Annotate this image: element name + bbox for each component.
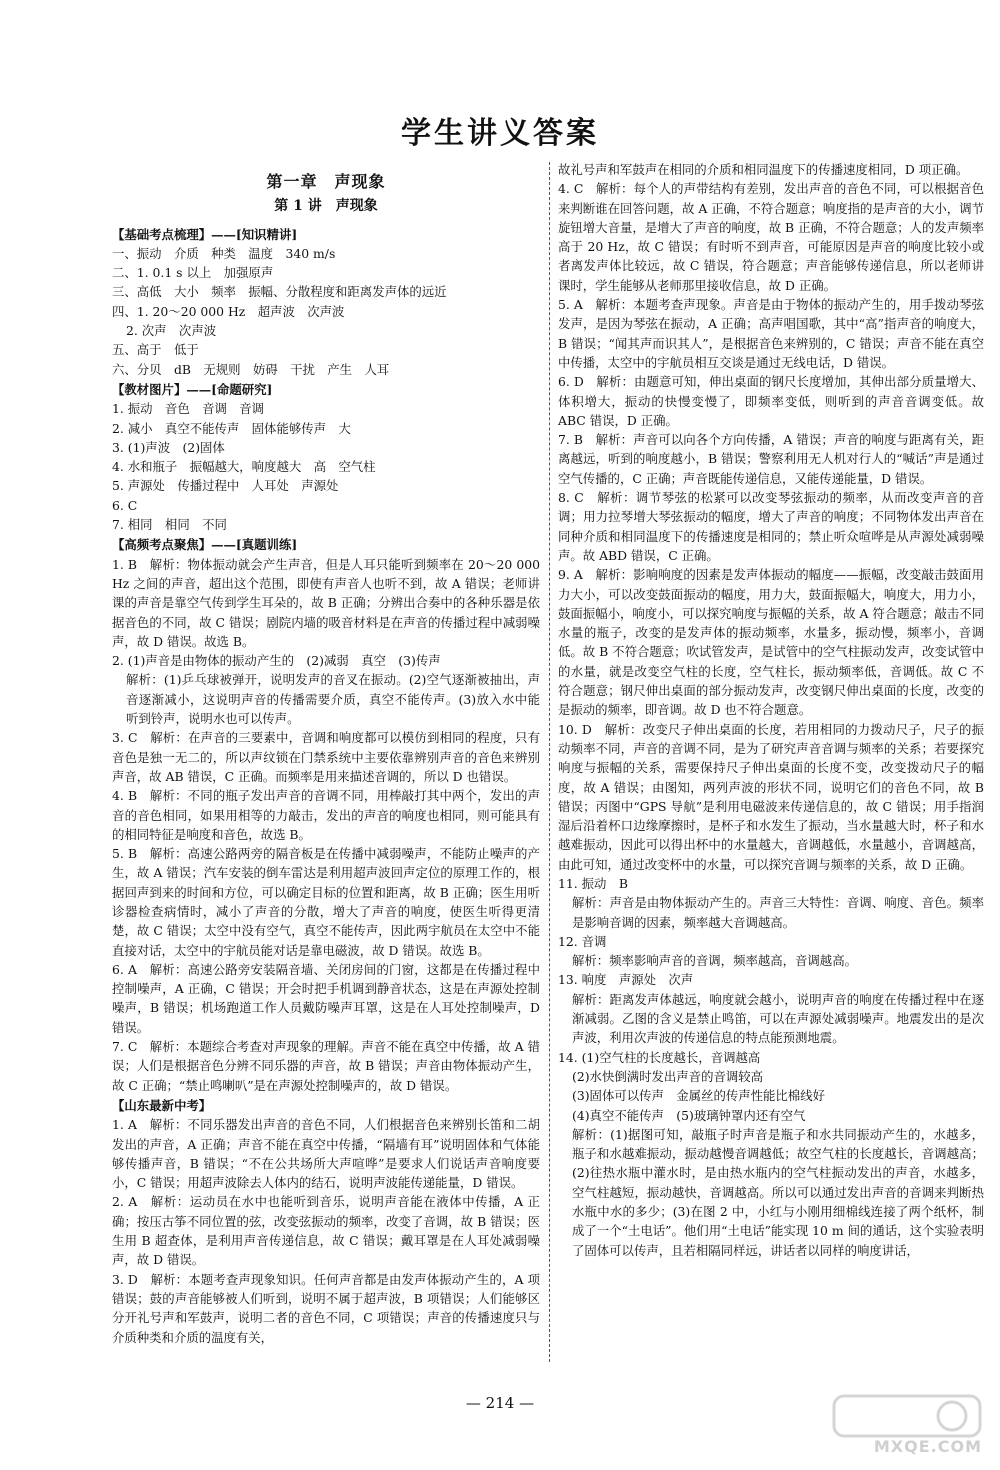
answer-line: 4. 水和瓶子 振幅越大，响度越大 高 空气柱 xyxy=(112,459,376,475)
answer-line: 解析：频率影响声音的音调，频率越高，音调越高。 xyxy=(572,953,857,969)
chapter-heading: 第一章 声现象 xyxy=(266,172,386,191)
answer-line: 8. C 解析：调节琴弦的松紧可以改变琴弦振动的频率，从而改变声音的音调；用力拉琴增大琴弦振动的幅度，增大了声音的响度；不同物体发出声音在同种介质和相同温度下的传播速度是相同的；禁止听众喧哗是从声源处减弱噪声。故 ABD 错误，C 正确。 xyxy=(558,490,984,563)
lesson-heading: 第 1 讲 声现象 xyxy=(274,198,378,215)
section-heading: 【高频考点聚焦】——[真题训练] xyxy=(112,537,298,553)
answer-line: (3)固体可以传声 金属丝的传声性能比棉线好 xyxy=(572,1088,825,1104)
column-divider xyxy=(549,162,550,1362)
answer-line: 4. B 解析：不同的瓶子发出声音的音调不同，用棒敲打其中两个，发出的声音的音色相同，如果用相等的力敲击，发出的声音的响度也相同，则可能具有的相同特征是响度和音色，故选 B。 xyxy=(112,788,540,842)
left-column-body xyxy=(112,225,540,1347)
answer-line: 6. C xyxy=(112,497,138,513)
page-number: — 214 — xyxy=(465,1394,535,1412)
answer-line: 12. 音调 xyxy=(558,933,607,949)
answer-line: 解析：声音是由物体振动产生的。声音三大特性：音调、响度、音色。频率是影响音调的因素，频率越大音调越高。 xyxy=(572,895,984,930)
answer-line: 一、振动 介质 种类 温度 340 m/s xyxy=(112,245,336,261)
answer-line: 五、高于 低于 xyxy=(112,342,199,358)
answer-line: 3. D 解析：本题考查声现象知识。任何声音都是由发声体振动产生的，A 项错误；鼓的声音能够被人们听到，说明不属于超声波，B 项错误；人们能够区分开礼号声和军鼓声，说明二者的音色不同，C 项错误；声音的传播速度只与介质种类和介质的温度有关， xyxy=(112,1271,540,1345)
answer-line: 3. C 解析：在声音的三要素中，音调和响度都可以模仿到相同的程度，只有音色是独一无二的，所以声纹锁在门禁系统中主要依靠辨别声音的音色来辨别声音，故 AB 错误，C 正确。而频率是用来描述音调的，所以 D 也错误。 xyxy=(112,730,540,784)
answer-line: 5. A 解析：本题考查声现象。声音是由于物体的振动产生的，用手拨动琴弦发声，是因为琴弦在振动，A 正确；高声唱国歌，其中“高”指声音的响度大，B 错误；“闻其声而识其人”，是根据音色来辨别的，C 错误；声音不能在真空中传播，太空中的宇航员相互交谈是通过无线电话，D 错误。 xyxy=(558,297,984,370)
answer-line: 14. (1)空气柱的长度越长，音调越高 xyxy=(558,1049,761,1065)
answer-line: 2. A 解析：运动员在水中也能听到音乐，说明声音能在液体中传播，A 正确；按压古筝不同位置的弦，改变弦振动的频率，改变了音调，故 B 错误；医生用 B 超查体，是利用声音传递信息，故 C 错误；戴耳罩是在人耳处减弱噪声，故 D 错误。 xyxy=(112,1194,540,1268)
watermark-logo-icon xyxy=(832,1394,982,1438)
answer-line: (4)真空不能传声 (5)玻璃钟罩内还有空气 xyxy=(572,1107,806,1123)
answer-line: 三、高低 大小 频率 振幅、分散程度和距离发声体的远近 xyxy=(112,284,447,300)
answer-line: 解析：(1)乒乓球被弹开，说明发声的音叉在振动。(2)空气逐渐被抽出，声音逐渐减小，这说明声音的传播需要介质，真空不能传声。(3)放入水中能听到铃声，说明水也可以传声。 xyxy=(126,672,540,727)
answer-line: 六、分贝 dB 无规则 妨碍 干扰 产生 人耳 xyxy=(112,361,390,377)
answer-line: 二、1. 0.1 s 以上 加强原声 xyxy=(112,265,274,281)
answer-line: 四、1. 20～20 000 Hz 超声波 次声波 xyxy=(112,303,345,319)
answer-line: 3. (1)声波 (2)固体 xyxy=(112,439,225,455)
answer-line: 6. D 解析：由题意可知，伸出桌面的钢尺长度增加，其伸出部分质量增大、体积增大，振动的快慢变慢了，即频率变低，则听到的声音音调变低。故 ABC 错误，D 正确。 xyxy=(558,374,984,428)
answer-line: 13. 响度 声源处 次声 xyxy=(558,972,694,988)
section-heading: 【山东最新中考】 xyxy=(112,1097,212,1113)
left-column xyxy=(112,160,540,1370)
answer-line: 4. C 解析：每个人的声带结构有差别，发出声音的音色不同，可以根据音色来判断谁在回答问题，故 A 正确，不符合题意；响度指的是声音的大小，调节旋钮增大音量，是增大了声音的响度，故 B 正确，不符合题意；人的发声频率高于 20 Hz，故 C 错误；有时听不到声音，可能原因是声音的响度比较小或者离发声体比较远，故 C 错误，符合题意；声音能够传递信息，所以老师讲课时，学生能够从老师那里接收信息，故 D 正确。 xyxy=(558,181,984,293)
answer-line: 1. 振动 音色 音调 音调 xyxy=(112,401,265,417)
answer-line: 2. (1)声音是由物体的振动产生的 (2)减弱 真空 (3)传声 xyxy=(112,653,441,669)
answer-line: 6. A 解析：高速公路旁安装隔音墙、关闭房间的门窗，这都是在传播过程中控制噪声，A 正确，C 错误；开会时把手机调到静音状态，这是在声源处控制噪声，B 错误；机场跑道工作人员戴防噪声耳罩，这是在人耳处控制噪声，D 错误。 xyxy=(112,961,540,1035)
answer-line: 5. 声源处 传播过程中 人耳处 声源处 xyxy=(112,478,339,494)
section-heading: 【教材图片】——[命题研究] xyxy=(112,381,273,397)
answer-line: 故礼号声和军鼓声在相同的介质和相同温度下的传播速度相同，D 项正确。 xyxy=(558,162,969,177)
answer-line: 解析：距离发声体越远，响度就会越小，说明声音的响度在传播过程中在逐渐减弱。乙图的含义是禁止鸣笛，可以在声源处减弱噪声。地震发出的是次声波，利用次声波的传递信息的特点能预测地震。 xyxy=(572,991,984,1046)
answer-line: 9. A 解析：影响响度的因素是发声体振动的幅度——振幅，改变敲击鼓面用力大小，可以改变鼓面振动的幅度，用力大，鼓面振幅大，响度大，用力小，鼓面振幅小，响度小，可以探究响度与振幅的关系，故 A 符合题意；敲击不同水量的瓶子，改变的是发声体的振动频率，水量多，振动慢，频率小，音调低。故 B 不符合题意；吹试管发声，是试管中的空气柱振动发声，改变试管中的水量，就是改变空气柱的长度，空气柱长，振动频率低，音调低。故 C 不符合题意；钢尺伸出桌面的部分振动发声，改变钢尺伸出桌面的长度，改变的是振动的频率，即音调。故 D 也不符合题意。 xyxy=(558,567,984,718)
answer-line: (2)水快倒满时发出声音的音调较高 xyxy=(572,1068,764,1084)
answer-line: 5. B 解析：高速公路两旁的隔音板是在传播中减弱噪声，不能防止噪声的产生，故 A 错误；汽车安装的倒车雷达是利用超声波回声定位的原理工作的，根据回声到来的时间和方位，可以确定目标的位置和距离，故 B 正确；医生用听诊器检查病情时，减小了声音的分散，增大了声音的响度，使医生听得更清楚，故 C 错误；太空中没有空气，真空不能传声，因此两宇航员在太空中不能直接对话，太空中的宇航员能对话是靠电磁波，故 D 错误。故选 B。 xyxy=(112,846,540,958)
page-title: 学生讲义答案 xyxy=(401,116,599,151)
right-column xyxy=(558,160,984,1370)
watermark-logo xyxy=(832,1394,982,1456)
answer-line: 解析：(1)据图可知，敲瓶子时声音是瓶子和水共同振动产生的，水越多，瓶子和水越难振动，振动越慢音调越低；故空气柱的长度越长，音调越高；(2)往热水瓶中灌水时，是由热水瓶内的空气柱振动发出的声音，水越多，空气柱越短，振动越快，音调越高。所以可以通过发出声音的音调来判断热水瓶中水的多少；(3)在图 2 中，小红与小刚用细棉线连接了两个纸杯，制成了一个“土电话”。他们用“土电话”能实现 10 m 间的通话，这个实验表明了固体可以传声，且若相隔同样远，讲话者以同样的响度讲话， xyxy=(572,1126,984,1258)
answer-line: 7. C 解析：本题综合考查对声现象的理解。声音不能在真空中传播，故 A 错误；人们是根据音色分辨不同乐器的声音，故 B 错误；声音由物体振动产生，故 C 正确；“禁止鸣喇叭”是在声源处控制噪声的，故 D 错误。 xyxy=(112,1039,540,1093)
answer-line: 7. B 解析：声音可以向各个方向传播，A 错误；声音的响度与距离有关，距离越远，听到的响度越小，B 错误；警察利用无人机对行人的“喊话”声是通过空气传播的，C 正确；声音既能传递信息，又能传递能量，D 错误。 xyxy=(558,432,984,486)
answer-line: 7. 相同 相同 不同 xyxy=(112,517,227,533)
answer-line: 1. A 解析：不同乐器发出声音的音色不同，人们根据音色来辨别长笛和二胡发出的声音，A 正确；声音不能在真空中传播，“隔墙有耳”说明固体和气体能够传播声音，B 错误；“不在公共场所大声喧哗”是要求人们说话声音响度要小，C 错误；用超声波除去人体内的结石，说明声波能传递能量，D 错误。 xyxy=(112,1117,540,1191)
answer-line: 10. D 解析：改变尺子伸出桌面的长度，若用相同的力拨动尺子，尺子的振动频率不同，声音的音调不同，是为了研究声音音调与频率的关系；若要探究响度与振幅的关系，需要保持尺子伸出桌面的长度不变，改变拨动尺子的幅度，故 A 错误；由图知，两列声波的形状不同，说明它们的音色不同，故 B 错误；丙图中“GPS 导航”是利用电磁波来传递信息的，故 C 错误；用手指润湿后沿着杯口边缘摩擦时，是杯子和水发生了振动，当水量越大时，杯子和水越难振动，因此可以得出杯中的水量越大，音调越低，水量越小，音调越高，由此可知，通过改变杯中的水量，可以探究音调与频率的关系，故 D 正确。 xyxy=(558,721,984,872)
answer-line: 11. 振动 B xyxy=(558,875,628,891)
answer-line: 1. B 解析：物体振动就会产生声音，但是人耳只能听到频率在 20～20 000 Hz 之间的声音，超出这个范围，即使有声音人也听不到，故 A 错误；老师讲课的声音是靠空气传到学生耳朵的，故 B 正确；分辨出合奏中的各种乐器是依据音色的不同，故 C 错误；剧院内墙的吸音材料是在声音的传播过程中减弱噪声，故 D 错误。故选 B。 xyxy=(112,556,540,649)
section-heading: 【基础考点梳理】——[知识精讲] xyxy=(112,226,298,242)
right-column-body xyxy=(558,160,984,1260)
watermark-text: MXQE.COM xyxy=(873,1437,982,1456)
answer-line: 2. 次声 次声波 xyxy=(126,323,217,339)
answer-line: 2. 减小 真空不能传声 固体能够传声 大 xyxy=(112,420,351,436)
